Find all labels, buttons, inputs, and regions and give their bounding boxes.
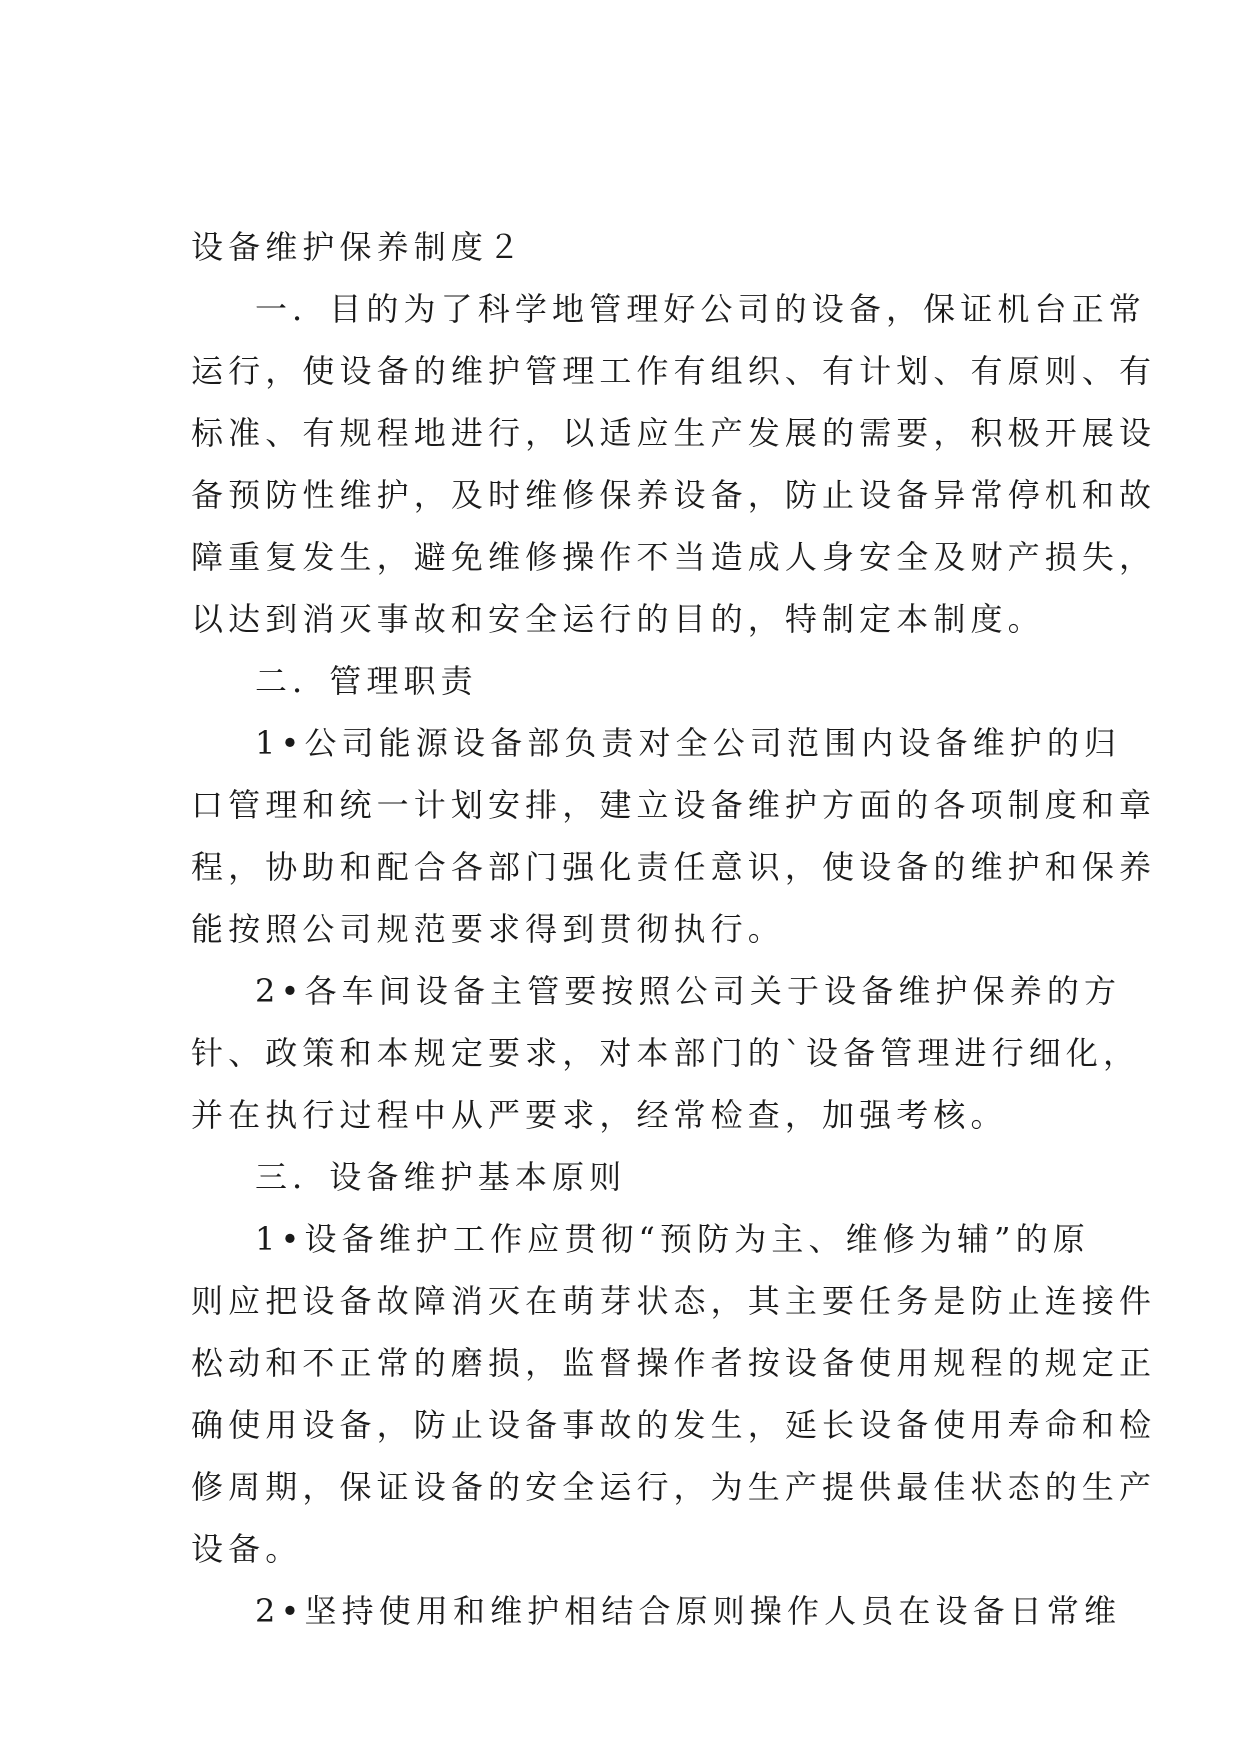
paragraph-line: 备预防性维护，及时维修保养设备，防止设备异常停机和故 xyxy=(191,476,1157,514)
paragraph-line: 松动和不正常的磨损，监督操作者按设备使用规程的规定正 xyxy=(191,1344,1157,1382)
paragraph-line: 设备。 xyxy=(191,1530,303,1568)
paragraph-line: 运行，使设备的维护管理工作有组织、有计划、有原则、有 xyxy=(191,352,1157,390)
section-heading: 三．设备维护基本原则 xyxy=(255,1158,627,1196)
paragraph-line: 障重复发生，避免维修操作不当造成人身安全及财产损失， xyxy=(191,538,1157,576)
section-heading: 二．管理职责 xyxy=(255,662,478,700)
paragraph-line: 1•公司能源设备部负责对全公司范围内设备维护的归 xyxy=(255,724,1122,762)
paragraph-line: 则应把设备故障消灭在萌芽状态，其主要任务是防止连接件 xyxy=(191,1282,1157,1320)
paragraph-line: 以达到消灭事故和安全运行的目的，特制定本制度。 xyxy=(191,600,1045,638)
paragraph-line: 2•坚持使用和维护相结合原则操作人员在设备日常维 xyxy=(255,1592,1122,1630)
paragraph-line: 一．目的为了科学地管理好公司的设备，保证机台正常 xyxy=(255,290,1146,328)
paragraph-line: 1•设备维护工作应贯彻“预防为主、维修为辅”的原 xyxy=(255,1220,1090,1258)
paragraph-line: 2•各车间设备主管要按照公司关于设备维护保养的方 xyxy=(255,972,1122,1010)
document-body xyxy=(191,216,1157,1642)
paragraph-line: 口管理和统一计划安排，建立设备维护方面的各项制度和章 xyxy=(191,786,1157,824)
paragraph-line: 确使用设备，防止设备事故的发生，延长设备使用寿命和检 xyxy=(191,1406,1157,1444)
paragraph-line: 针、政策和本规定要求，对本部门的`设备管理进行细化， xyxy=(191,1034,1141,1072)
paragraph-line: 能按照公司规范要求得到贯彻执行。 xyxy=(191,910,785,948)
paragraph-line: 标准、有规程地进行，以适应生产发展的需要，积极开展设 xyxy=(191,414,1157,452)
paragraph-line: 并在执行过程中从严要求，经常检查，加强考核。 xyxy=(191,1096,1008,1134)
paragraph-line: 程，协助和配合各部门强化责任意识，使设备的维护和保养 xyxy=(191,848,1157,886)
document-title: 设备维护保养制度２ xyxy=(191,228,526,266)
paragraph-line: 修周期，保证设备的安全运行，为生产提供最佳状态的生产 xyxy=(191,1468,1157,1506)
